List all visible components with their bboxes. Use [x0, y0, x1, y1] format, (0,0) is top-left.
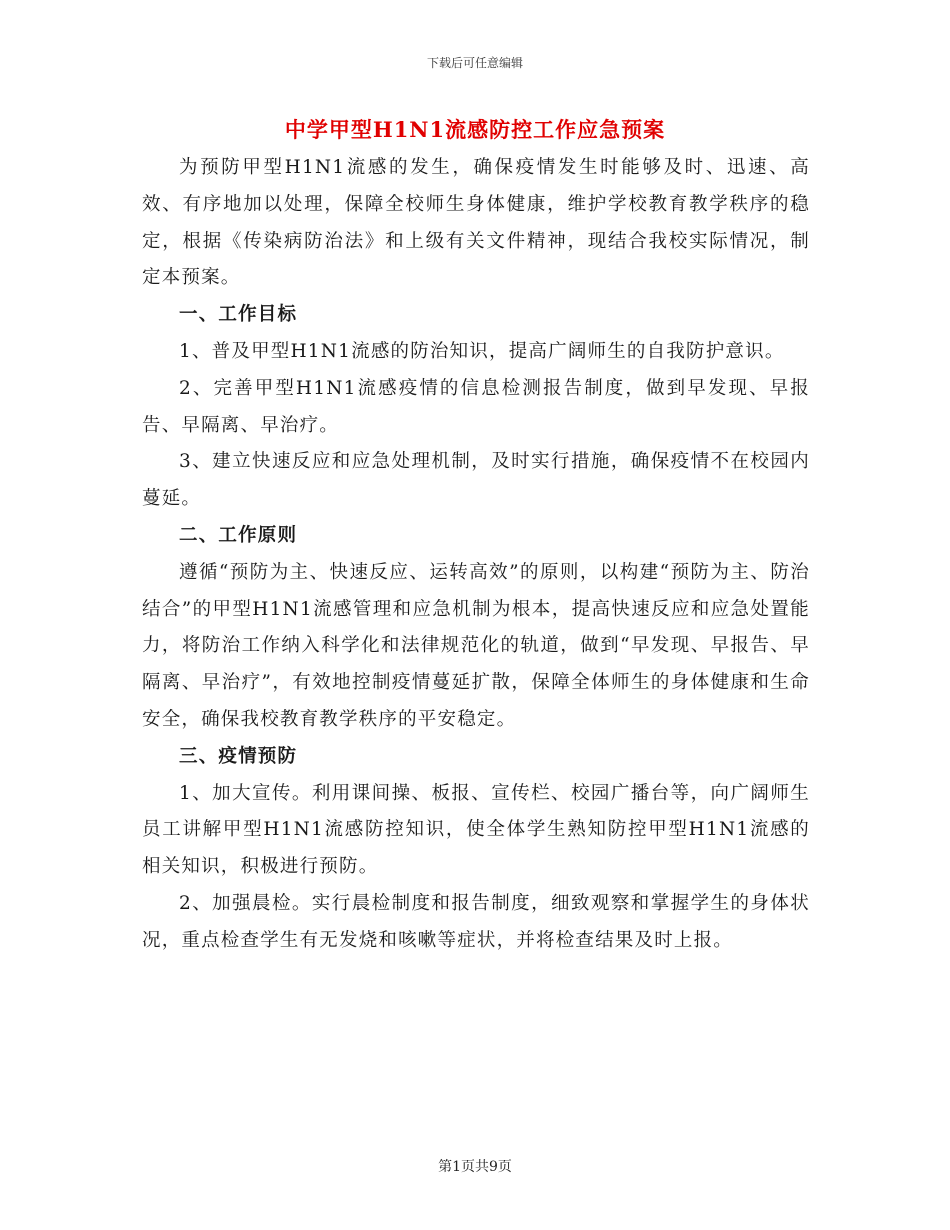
document-title: 中学甲型H1N1流感防控工作应急预案: [284, 117, 666, 142]
paragraph-intro: 为预防甲型H1N1流感的发生，确保疫情发生时能够及时、迅速、高效、有序地加以处理，保障全校师生身体健康，维护学校教育教学秩序的稳定，根据《传染病防治法》和上级有关文件精神，现结合我校实际情况，制定本预案。: [142, 157, 810, 289]
section-heading-principles: 二、工作原则: [179, 524, 298, 546]
paragraph-goal-3: 3、建立快速反应和应急处理机制，及时实行措施，确保疫情不在校园内蔓延。: [142, 451, 810, 510]
page-number: 第1页共9页: [438, 1159, 512, 1175]
paragraph-goal-2: 2、完善甲型H1N1流感疫情的信息检测报告制度，做到早发现、早报告、早隔离、早治疗。: [142, 377, 810, 436]
paragraph-prevention-2: 2、加强晨检。实行晨检制度和报告制度，细致观察和掌握学生的身体状况，重点检查学生有无发烧和咳嗽等症状，并将检查结果及时上报。: [142, 892, 810, 951]
section-heading-goals: 一、工作目标: [179, 304, 298, 326]
paragraph-prevention-1: 1、加大宣传。利用课间操、板报、宣传栏、校园广播台等，向广阔师生员工讲解甲型H1N1流感防控知识，使全体学生熟知防控甲型H1N1流感的相关知识，积极进行预防。: [142, 782, 810, 878]
paragraph-goal-1: 1、普及甲型H1N1流感的防治知识，提高广阔师生的自我防护意识。: [179, 340, 785, 362]
section-heading-prevention: 三、疫情预防: [179, 745, 298, 767]
document-body: [142, 150, 810, 960]
paragraph-principles: 遵循“预防为主、快速反应、运转高效”的原则，以构建“预防为主、防治结合”的甲型H1N1流感管理和应急机制为根本，提高快速反应和应急处置能力，将防治工作纳入科学化和法律规范化的轨道，做到“早发现、早报告、早隔离、早治疗”，有效地控制疫情蔓延扩散，保障全体师生的身体健康和生命安全，确保我校教育教学秩序的平安稳定。: [142, 561, 810, 730]
header-note: 下载后可任意编辑: [426, 56, 523, 70]
